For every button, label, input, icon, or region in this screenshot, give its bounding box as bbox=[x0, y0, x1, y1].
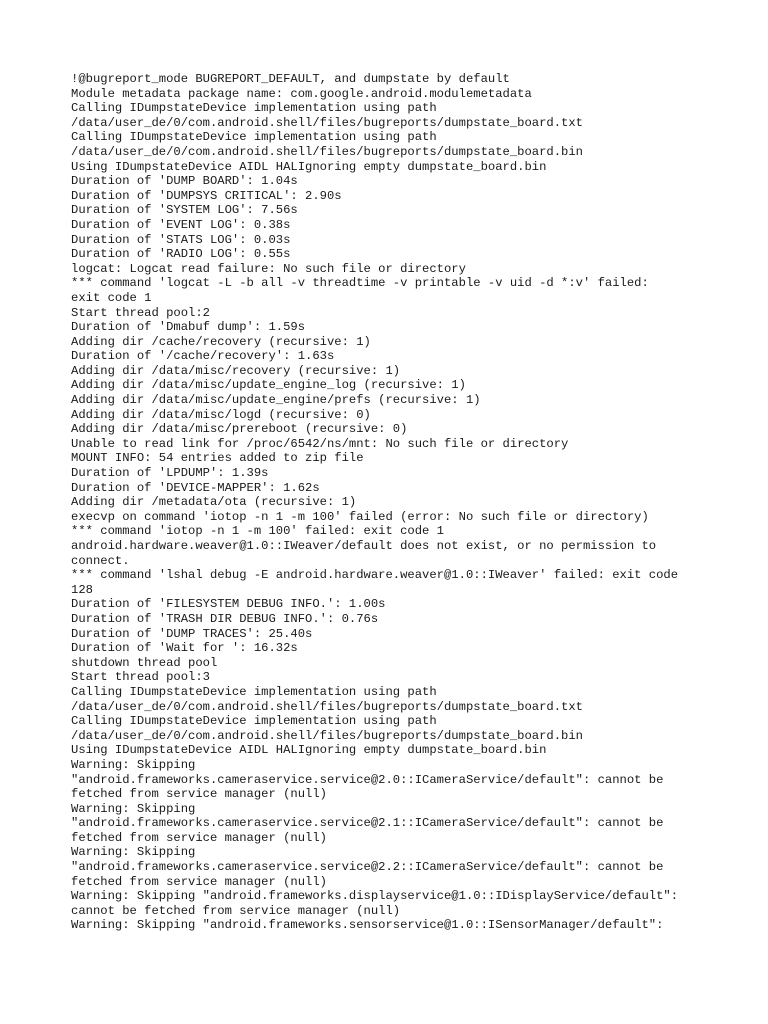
log-line: android.hardware.weaver@1.0::IWeaver/default does not exist, or no permission to bbox=[71, 539, 657, 553]
log-line: *** command 'lshal debug -E android.hardware.weaver@1.0::IWeaver' failed: exit code bbox=[71, 568, 679, 583]
log-line: logcat: Logcat read failure: No such file or directory bbox=[71, 261, 466, 276]
log-line: exit code 1 bbox=[71, 290, 152, 305]
log-line: Calling IDumpstateDevice implementation using path bbox=[71, 101, 437, 116]
log-line: cannot be fetched from service manager (null) bbox=[71, 903, 401, 918]
log-line: Duration of 'SYSTEM LOG': 7.56s bbox=[71, 203, 298, 218]
log-line: Adding dir /data/misc/update_engine/prefs (recursive: 1) bbox=[71, 393, 481, 408]
log-line: !@bugreport_mode BUGREPORT_DEFAULT, and dumpstate by default bbox=[71, 72, 510, 86]
log-line: /data/user_de/0/com.android.shell/files/bugreports/dumpstate_board.txt bbox=[71, 699, 583, 714]
log-line: /data/user_de/0/com.android.shell/files/bugreports/dumpstate_board.txt bbox=[71, 115, 583, 130]
log-line: "android.frameworks.cameraservice.service@2.1::ICameraService/default": cannot be bbox=[71, 816, 664, 831]
log-text-block bbox=[71, 72, 711, 933]
log-line: Adding dir /data/misc/prereboot (recursive: 0) bbox=[71, 422, 408, 437]
log-line: Duration of '/cache/recovery': 1.63s bbox=[71, 349, 335, 364]
log-line: connect. bbox=[71, 553, 130, 568]
log-line: Module metadata package name: com.google.android.modulemetadata bbox=[71, 86, 532, 101]
log-line: Adding dir /cache/recovery (recursive: 1) bbox=[71, 334, 371, 349]
log-line: "android.frameworks.cameraservice.service@2.2::ICameraService/default": cannot be bbox=[71, 860, 664, 875]
log-line: Warning: Skipping bbox=[71, 845, 196, 860]
log-line: Duration of 'DUMP BOARD': 1.04s bbox=[71, 174, 298, 189]
log-line: Using IDumpstateDevice AIDL HALIgnoring empty dumpstate_board.bin bbox=[71, 159, 547, 174]
log-line: fetched from service manager (null) bbox=[71, 787, 327, 802]
log-line: Duration of 'DUMP TRACES': 25.40s bbox=[71, 626, 313, 641]
log-line: Duration of 'EVENT LOG': 0.38s bbox=[71, 217, 291, 232]
log-line: Start thread pool:3 bbox=[71, 670, 210, 685]
log-line: shutdown thread pool bbox=[71, 655, 218, 670]
log-line: "android.frameworks.cameraservice.service@2.0::ICameraService/default": cannot be bbox=[71, 772, 664, 787]
log-line: fetched from service manager (null) bbox=[71, 874, 327, 889]
log-line: *** command 'iotop -n 1 -m 100' failed: exit code 1 bbox=[71, 524, 444, 539]
log-line: Calling IDumpstateDevice implementation using path bbox=[71, 130, 437, 145]
log-line: *** command 'logcat -L -b all -v threadtime -v printable -v uid -d *:v' failed: bbox=[71, 276, 649, 291]
log-line: Warning: Skipping "android.frameworks.displayservice@1.0::IDisplayService/default": bbox=[71, 889, 679, 904]
log-line: Warning: Skipping bbox=[71, 801, 196, 816]
log-line: Duration of 'RADIO LOG': 0.55s bbox=[71, 247, 291, 262]
log-line: Adding dir /data/misc/recovery (recursive: 1) bbox=[71, 363, 401, 378]
log-line: Duration of 'FILESYSTEM DEBUG INFO.': 1.00s bbox=[71, 597, 386, 612]
log-line: Unable to read link for /proc/6542/ns/mnt: No such file or directory bbox=[71, 436, 569, 451]
log-line: Adding dir /metadata/ota (recursive: 1) bbox=[71, 495, 357, 510]
log-line: MOUNT INFO: 54 entries added to zip file bbox=[71, 451, 364, 466]
log-line: Duration of 'STATS LOG': 0.03s bbox=[71, 232, 291, 247]
log-line: Duration of 'Dmabuf dump': 1.59s bbox=[71, 320, 306, 335]
log-line: Duration of 'DUMPSYS CRITICAL': 2.90s bbox=[71, 188, 342, 203]
log-line: /data/user_de/0/com.android.shell/files/bugreports/dumpstate_board.bin bbox=[71, 144, 583, 159]
log-line: Adding dir /data/misc/logd (recursive: 0) bbox=[71, 407, 371, 422]
log-line: Calling IDumpstateDevice implementation using path bbox=[71, 684, 437, 699]
log-line: Duration of 'DEVICE-MAPPER': 1.62s bbox=[71, 480, 320, 495]
log-line: Start thread pool:2 bbox=[71, 305, 210, 320]
log-line: Duration of 'LPDUMP': 1.39s bbox=[71, 466, 269, 481]
log-line: execvp on command 'iotop -n 1 -m 100' failed (error: No such file or directory) bbox=[71, 509, 649, 524]
log-line: Duration of 'TRASH DIR DEBUG INFO.': 0.76s bbox=[71, 611, 379, 626]
log-line: Warning: Skipping bbox=[71, 757, 196, 772]
log-line: Calling IDumpstateDevice implementation using path bbox=[71, 714, 437, 729]
log-line: Warning: Skipping "android.frameworks.sensorservice@1.0::ISensorManager/default": bbox=[71, 918, 664, 933]
log-line: Adding dir /data/misc/update_engine_log (recursive: 1) bbox=[71, 378, 466, 393]
log-line: Using IDumpstateDevice AIDL HALIgnoring empty dumpstate_board.bin bbox=[71, 743, 547, 758]
log-line: Duration of 'Wait for ': 16.32s bbox=[71, 641, 298, 656]
log-line: /data/user_de/0/com.android.shell/files/bugreports/dumpstate_board.bin bbox=[71, 728, 583, 743]
log-line: fetched from service manager (null) bbox=[71, 830, 327, 845]
log-line: 128 bbox=[71, 582, 93, 597]
